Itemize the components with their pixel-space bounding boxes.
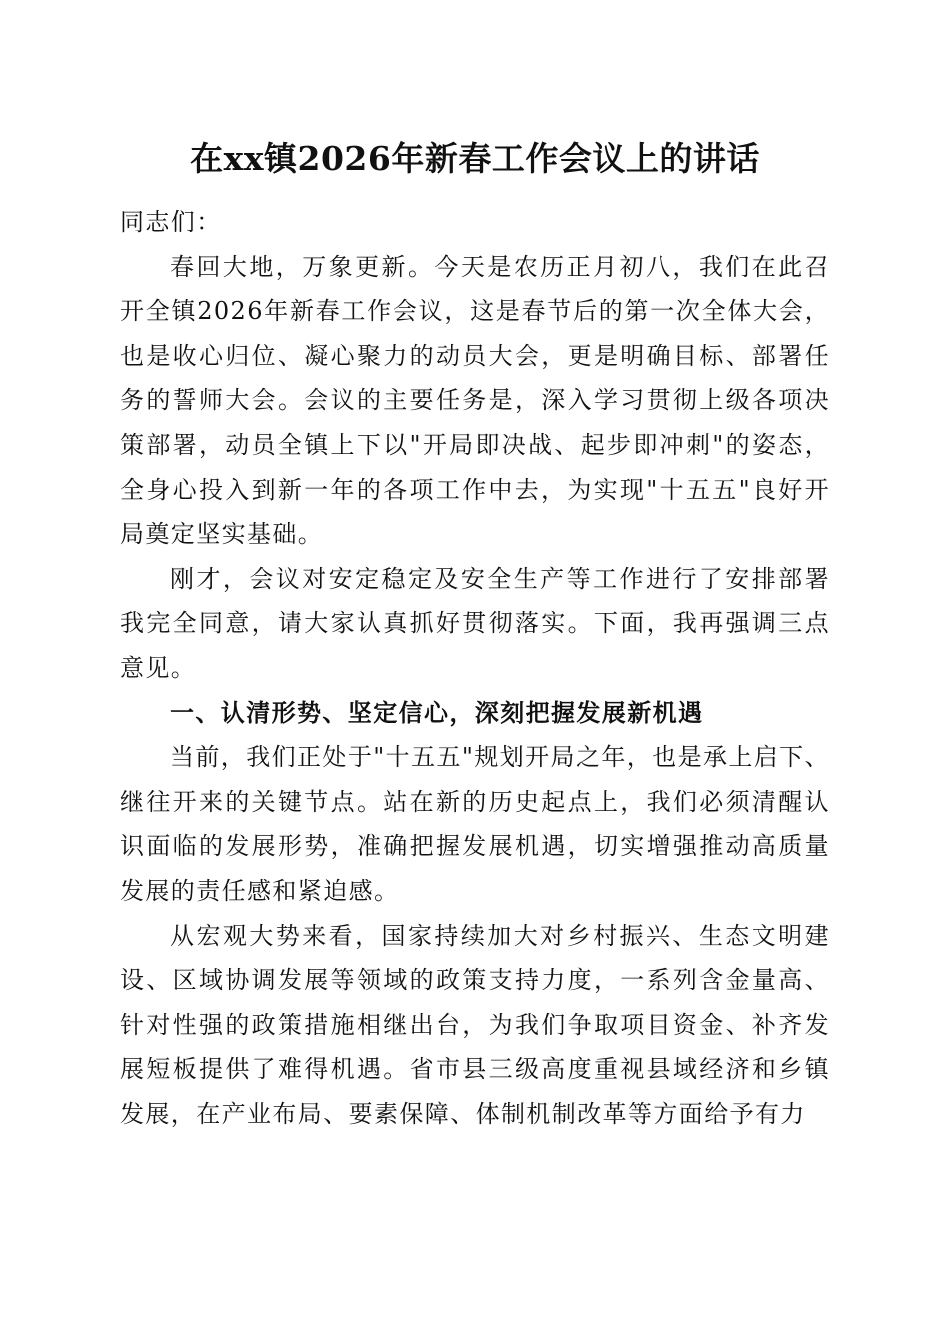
section-paragraph: 当前，我们正处于"十五五"规划开局之年，也是承上启下、继往开来的关键节点。站在新的历史起点上，我们必须清醒认识面临的发展形势，准确把握发展机遇，切实增强推动高质量发展的责任感和紧迫感。 — [120, 743, 830, 905]
paragraph-opening: 春回大地，万象更新。今天是农历正月初八，我们在此召开全镇2026年新春工作会议，这是春节后的第一次全体大会，也是收心归位、凝心聚力的动员大会，更是明确目标、部署任务的誓师大会。会议的主要任务是，深入学习贯彻上级各项决策部署，动员全镇上下以"开局即决战、起步即冲刺"的姿态，全身心投入到新一年的各项工作中去，为实现"十五五"良好开局奠定坚实基础。 — [120, 252, 830, 549]
section-heading: 一、认清形势、坚定信心，深刻把握发展新机遇 — [170, 698, 704, 727]
section-paragraph: 从宏观大势来看，国家持续加大对乡村振兴、生态文明建设、区域协调发展等领域的政策支持力度，一系列含金量高、针对性强的政策措施相继出台，为我们争取项目资金、补齐发展短板提供了难得机遇。省市县三级高度重视县域经济和乡镇发展，在产业布局、要素保障、体制机制改革等方面给予有力 — [120, 921, 830, 1128]
paragraph-agenda: 刚才，会议对安定稳定及安全生产等工作进行了安排部署我完全同意，请大家认真抓好贯彻落实。下面，我再强调三点意见。 — [120, 564, 830, 682]
document-body — [120, 200, 830, 1136]
document-title: 在xx镇2026年新春工作会议上的讲话 — [190, 139, 760, 178]
salutation: 同志们： — [120, 208, 222, 236]
